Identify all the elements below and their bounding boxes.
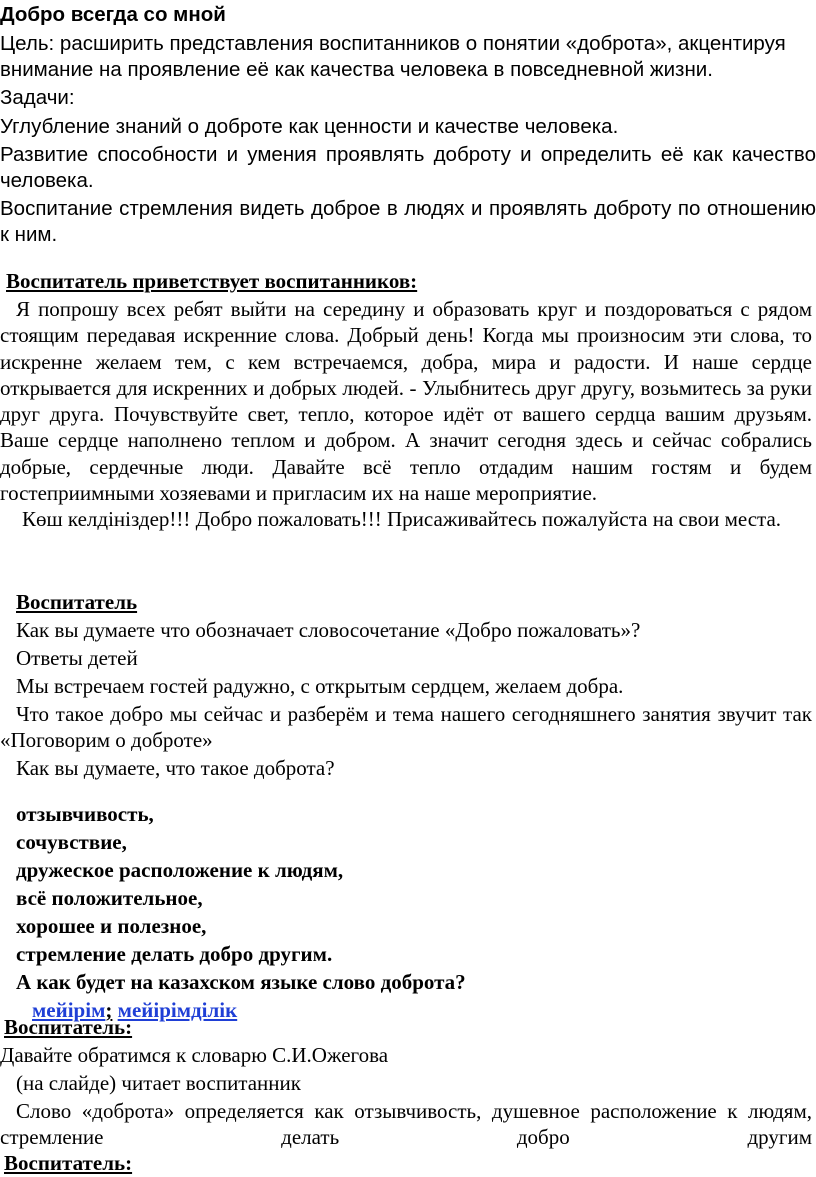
- list-item: хорошее и полезное,: [16, 914, 207, 938]
- kazakh-word-link[interactable]: мейірім: [32, 998, 106, 1022]
- educator-label: Воспитатель:: [4, 1015, 133, 1039]
- task-item: Развитие способности и умения проявлять доброту и определить её как качество человека.: [0, 143, 816, 192]
- kazakh-word-link[interactable]: мейірімділік: [117, 998, 238, 1022]
- goal-text: Цель: расширить представления воспитанников о понятии «доброта», акцентируя внимание на проявление её как качества человека в повседневной жизни.: [0, 32, 786, 81]
- greeting-paragraph: Я попрошу всех ребят выйти на середину и образовать круг и поздороваться с рядом стоящим передавая искренние слова. Добрый день! Когда мы произносим эти слова, то искренне желаем тем, с кем встречаемся, добра, мира и радости. И наше сердце открывается для искренних и добрых людей. - Улыбнитесь друг другу, возьмитесь за руки друг друга. Почувствуйте свет, тепло, которое идёт от вашего сердца вашим друзьям. Ваше сердце наполнено теплом и добром. А значит сегодня здесь и сейчас собрались добрые, сердечные люди. Давайте всё тепло отдадим нашим гостям и будем гостеприимными хозяевами и пригласим их на наше мероприятие.: [0, 297, 812, 506]
- slide-text: (на слайде) читает воспитанник: [16, 1071, 301, 1095]
- kazakh-separator: ;: [105, 998, 113, 1022]
- dictionary-text: Давайте обратимся к словарю С.И.Ожегова: [0, 1043, 389, 1067]
- list-item: дружеское расположение к людям,: [16, 858, 344, 882]
- header-section: [0, 2, 816, 248]
- children-answers-label: Ответы детей: [16, 646, 138, 670]
- question-text: Как вы думаете, что такое доброта?: [16, 756, 335, 780]
- list-item: стремление делать добро другим.: [16, 942, 333, 966]
- educator-label: Воспитатель:: [4, 1151, 133, 1175]
- answer-text: Мы встречаем гостей радужно, с открытым сердцем, желаем добра.: [16, 674, 624, 698]
- list-item: отзывчивость,: [16, 802, 154, 826]
- tasks-label: Задачи:: [0, 86, 75, 109]
- kazakh-question: А как будет на казахском языке слово доброта?: [16, 970, 466, 994]
- topic-paragraph: Что такое добро мы сейчас и разберём и тема нашего сегодняшнего занятия звучит так «Поговорим о доброте»: [0, 702, 812, 752]
- question-text: Как вы думаете что обозначает словосочетание «Добро пожаловать»?: [16, 618, 641, 642]
- list-item: всё положительное,: [16, 886, 203, 910]
- dialogue-section: [0, 589, 812, 781]
- definition-paragraph: Слово «доброта» определяется как отзывчивость, душевное расположение к людям, стремление делать добро другим: [0, 1099, 812, 1149]
- document-title: Добро всегда со мной: [0, 3, 226, 26]
- kindness-list: [16, 800, 806, 1024]
- greeting-section: [0, 268, 812, 533]
- task-item: Углубление знаний о доброте как ценности и качестве человека.: [0, 115, 619, 138]
- list-item: сочувствие,: [16, 830, 127, 854]
- dictionary-section: [0, 1014, 812, 1176]
- greeting-heading: Воспитатель приветствует воспитанников:: [6, 269, 418, 293]
- welcome-paragraph: Көш келдініздер!!! Добро пожаловать!!! Присаживайтесь пожалуйста на свои места.: [22, 507, 782, 532]
- task-item: Воспитание стремления видеть доброе в людях и проявлять доброту по отношению к ним.: [0, 197, 816, 246]
- educator-label: Воспитатель: [16, 590, 138, 614]
